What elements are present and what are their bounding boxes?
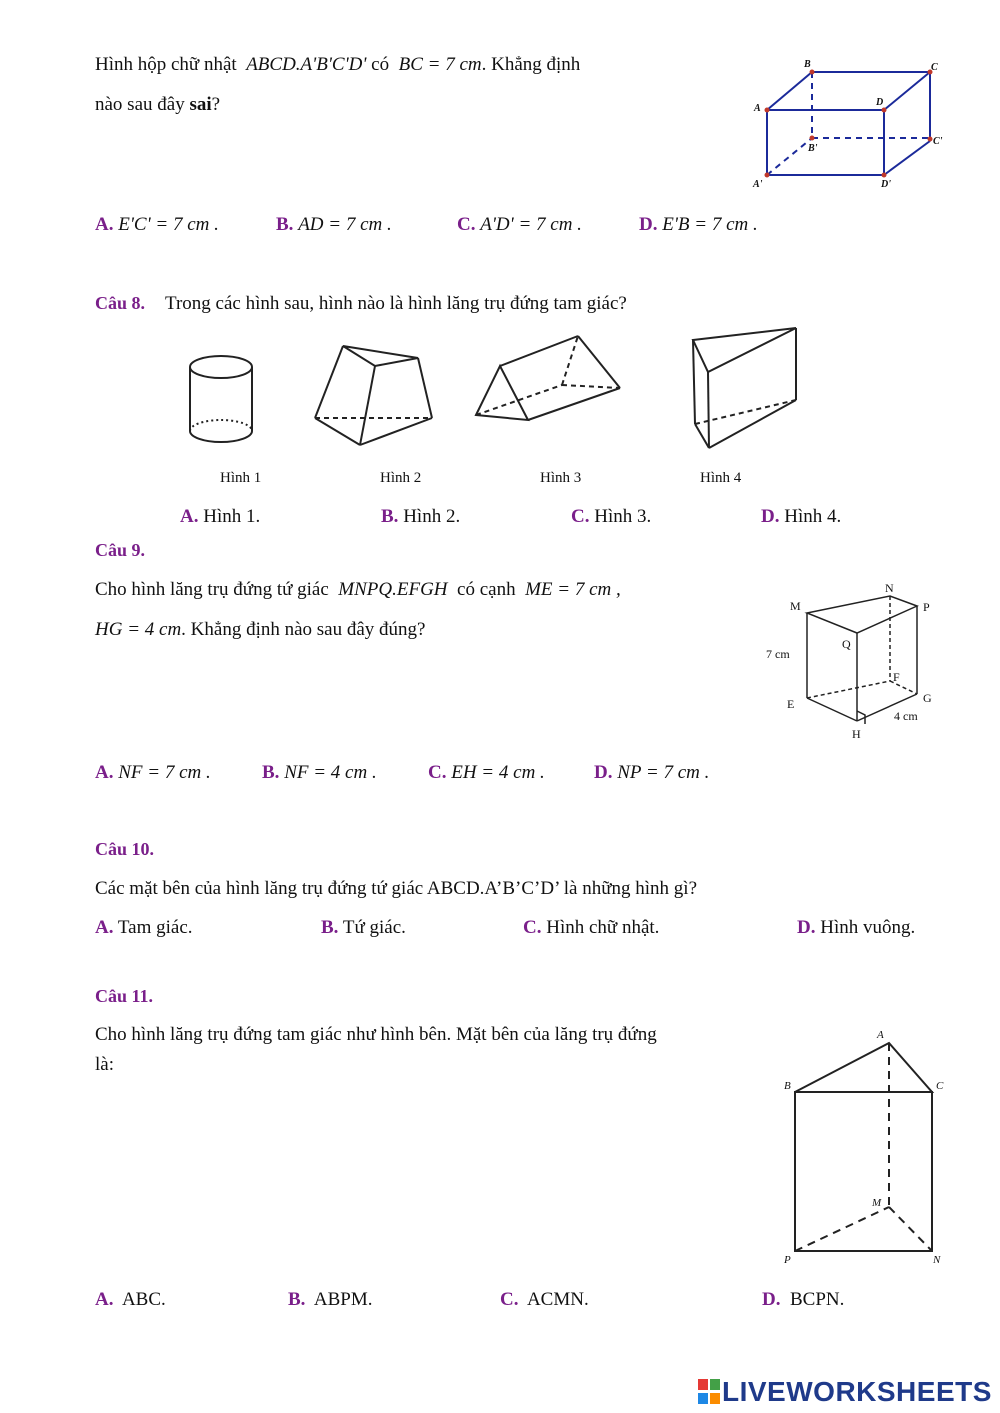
hinh3-figure: [476, 336, 620, 420]
q8-figures: [180, 320, 820, 460]
q10-number: Câu 10.: [95, 839, 155, 859]
q8-option-c[interactable]: C. Hình 3.: [571, 506, 652, 527]
label-4cm: 4 cm: [894, 709, 918, 723]
q11-question-line1: Cho hình lăng trụ đứng tam giác như hình bên. Mặt bên của lăng trụ đứng: [95, 1024, 657, 1045]
label-C: C: [931, 62, 938, 73]
label-M: M: [872, 1197, 882, 1209]
caption-hinh-4: Hình 4: [700, 470, 742, 486]
label-N: N: [885, 581, 894, 595]
label-G: G: [923, 691, 932, 705]
label-B: B: [784, 1080, 791, 1092]
q11-option-c[interactable]: C. ACMN.: [500, 1289, 589, 1310]
q9-question-line2: HG = 4 cm. Khẳng định nào sau đây đúng?: [95, 619, 426, 640]
label-D-prime: D': [881, 179, 891, 190]
q11-prism-figure: [775, 1025, 955, 1275]
label-P: P: [923, 600, 930, 614]
q11-question-line2: là:: [95, 1054, 114, 1075]
caption-hinh-1: Hình 1: [220, 470, 262, 486]
liveworksheets-logo-icon: [698, 1379, 720, 1405]
q8-option-a[interactable]: A. Hình 1.: [180, 506, 261, 527]
cylinder-figure: [190, 356, 252, 442]
q9-question-line1: Cho hình lăng trụ đứng tứ giác MNPQ.EFGH có cạnh ME = 7 cm ,: [95, 579, 621, 600]
label-D: D: [876, 97, 884, 108]
q11-number: Câu 11.: [95, 986, 154, 1006]
label-B-prime: B': [808, 143, 818, 154]
q11-option-a[interactable]: A. ABC.: [95, 1289, 166, 1310]
q9-option-c[interactable]: C. EH = 4 cm .: [428, 762, 545, 783]
q11-option-d[interactable]: D. BCPN.: [762, 1289, 845, 1310]
label-Q: Q: [842, 637, 851, 651]
q10-option-c[interactable]: C. Hình chữ nhật.: [523, 917, 660, 938]
label-N: N: [933, 1254, 941, 1266]
label-P: P: [784, 1254, 791, 1266]
label-A: A: [754, 103, 761, 114]
label-A-prime: A': [753, 179, 763, 190]
label-C: C: [936, 1080, 944, 1092]
q10-option-b[interactable]: B. Tứ giác.: [321, 917, 406, 938]
label-M: M: [790, 599, 801, 613]
caption-hinh-2: Hình 2: [380, 470, 422, 486]
label-F: F: [893, 670, 900, 684]
q7-question-line2: nào sau đây sai?: [95, 94, 221, 115]
q10-question: Các mặt bên của hình lăng trụ đứng tứ giác ABCD.A’B’C’D’ là những hình gì?: [95, 878, 698, 899]
label-E: E: [787, 697, 795, 711]
q8-option-d[interactable]: D. Hình 4.: [761, 506, 842, 527]
q10-option-a[interactable]: A. Tam giác.: [95, 917, 193, 938]
liveworksheets-logo: [698, 1376, 992, 1408]
q9-number: Câu 9.: [95, 540, 146, 560]
q7-option-b[interactable]: B. AD = 7 cm .: [276, 214, 392, 235]
label-H: H: [852, 727, 861, 741]
label-C-prime: C': [933, 136, 943, 147]
label-7cm: 7 cm: [766, 647, 790, 661]
caption-hinh-3: Hình 3: [540, 470, 582, 486]
hinh4-figure: [693, 328, 796, 448]
q8-question: Câu 8. Trong các hình sau, hình nào là hình lăng trụ đứng tam giác?: [95, 293, 627, 314]
q9-option-a[interactable]: A. NF = 7 cm .: [95, 762, 211, 783]
q7-option-c[interactable]: C. A'D' = 7 cm .: [457, 214, 582, 235]
q7-option-d[interactable]: D. E'B = 7 cm .: [639, 214, 758, 235]
q10-option-d[interactable]: D. Hình vuông.: [797, 917, 916, 938]
q9-option-b[interactable]: B. NF = 4 cm .: [262, 762, 377, 783]
q8-option-b[interactable]: B. Hình 2.: [381, 506, 461, 527]
liveworksheets-logo-text: LIVEWORKSHEETS: [722, 1376, 992, 1407]
hinh2-figure: [315, 346, 432, 445]
q9-option-d[interactable]: D. NP = 7 cm .: [594, 762, 710, 783]
label-A: A: [877, 1029, 884, 1041]
label-B: B: [804, 59, 811, 70]
q7-option-a[interactable]: A. E'C' = 7 cm .: [95, 214, 219, 235]
q9-prism-figure: [760, 578, 945, 743]
q8-number: Câu 8.: [95, 293, 146, 313]
q11-option-b[interactable]: B. ABPM.: [288, 1289, 373, 1310]
q7-cuboid-figure: [745, 55, 955, 195]
q7-question-line1: Hình hộp chữ nhật ABCD.A'B'C'D' có BC = 7 cm. Khẳng định: [95, 54, 581, 75]
